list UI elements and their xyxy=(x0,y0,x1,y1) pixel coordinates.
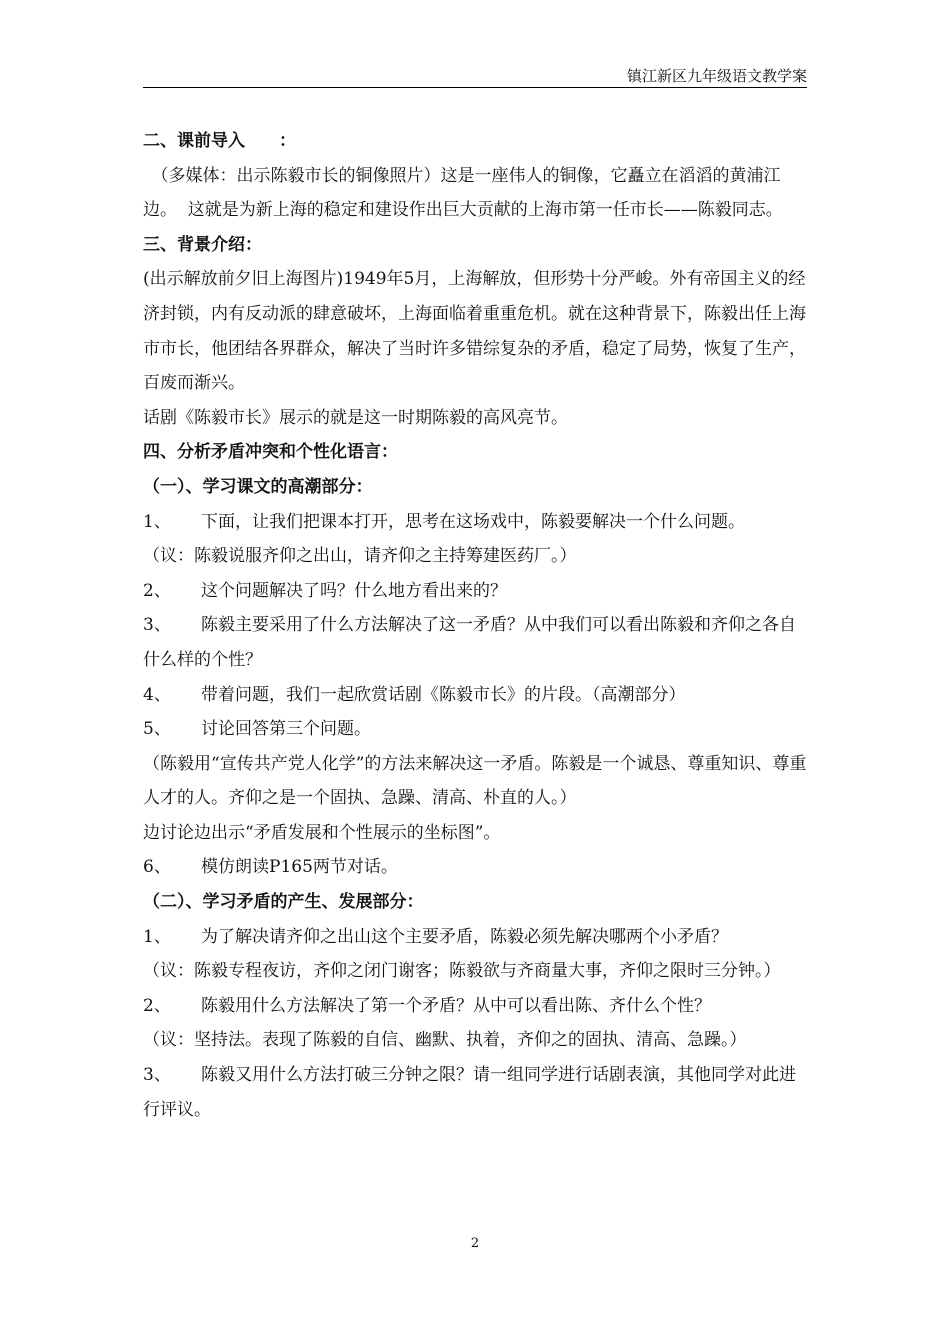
document-body xyxy=(143,124,811,1127)
item-text: 为了解决请齐仰之出山这个主要矛盾，陈毅必须先解决哪两个小矛盾？ xyxy=(201,926,728,947)
list-item xyxy=(143,608,811,677)
background-paragraph: (出示解放前夕旧上海图片)1949年5月，上海解放，但形势十分严峻。外有帝国主义的经济封锁，内有反动派的肆意破坏，上海面临着重重危机。就在这种背景下，陈毅出任上海市市长，他团结各界群众，解决了当时许多错综复杂的矛盾，稳定了局势，恢复了生产，百废而渐兴。 xyxy=(143,269,806,394)
section-heading-intro: 二、课前导入 ： xyxy=(143,131,296,151)
item-text: 这个问题解决了吗？什么地方看出来的？ xyxy=(201,580,507,601)
list-item xyxy=(143,712,811,747)
item-number: 6、 xyxy=(143,857,171,878)
answer-note: （陈毅用“宣传共产党人化学”的方法来解决这一矛盾。陈毅是一个诚恳、尊重知识、尊重人才的人。齐仰之是一个固执、急躁、清高、朴直的人。） xyxy=(143,753,807,809)
item-text: 讨论回答第三个问题。 xyxy=(201,719,371,740)
list-item xyxy=(143,920,811,955)
page-header-title: 镇江新区九年级语文教学案 xyxy=(626,67,807,85)
subsection-heading-part2: （二）、学习矛盾的产生、发展部分： xyxy=(143,892,424,913)
background-paragraph-2: 话剧《陈毅市长》展示的就是这一时期陈毅的高风亮节。 xyxy=(143,407,568,428)
answer-note: （议：陈毅专程夜访，齐仰之闭门谢客；陈毅欲与齐商量大事，齐仰之限时三分钟。） xyxy=(143,961,781,982)
list-item xyxy=(143,678,811,713)
item-text: 陈毅用什么方法解决了第一个矛盾？从中可以看出陈、齐什么个性？ xyxy=(201,995,711,1016)
answer-note: 边讨论边出示“矛盾发展和个性展示的坐标图”。 xyxy=(143,822,501,843)
section-heading-analysis: 四、分析矛盾冲突和个性化语言： xyxy=(143,442,398,463)
header-rule xyxy=(143,87,807,88)
item-number: 4、 xyxy=(143,684,171,705)
item-number: 2、 xyxy=(143,995,171,1016)
item-text: 下面，让我们把课本打开，思考在这场戏中，陈毅要解决一个什么问题。 xyxy=(201,511,745,532)
section-heading-background: 三、背景介绍： xyxy=(143,234,262,255)
subsection-heading-part1: （一）、学习课文的高潮部分： xyxy=(143,476,373,497)
item-number: 3、 xyxy=(143,1065,171,1086)
answer-note: （议：坚持法。表现了陈毅的自信、幽默、执着，齐仰之的固执、清高、急躁。） xyxy=(143,1030,747,1051)
page-number: 2 xyxy=(470,1236,480,1251)
item-number: 1、 xyxy=(143,511,171,532)
item-number: 3、 xyxy=(143,615,171,636)
answer-note: （议：陈毅说服齐仰之出山，请齐仰之主持筹建医药厂。） xyxy=(143,546,577,567)
item-number: 5、 xyxy=(143,719,171,740)
item-text: 陈毅又用什么方法打破三分钟之限？请一组同学进行话剧表演，其他同学对此进行评议。 xyxy=(143,1065,796,1120)
list-item xyxy=(143,574,811,609)
item-number: 2、 xyxy=(143,580,171,601)
item-number: 1、 xyxy=(143,926,171,947)
item-text: 陈毅主要采用了什么方法解决了这一矛盾？从中我们可以看出陈毅和齐仰之各自什么样的个性？ xyxy=(143,615,796,670)
list-item xyxy=(143,989,811,1024)
list-item xyxy=(143,505,811,540)
item-text: 带着问题，我们一起欣赏话剧《陈毅市长》的片段。（高潮部分） xyxy=(201,684,686,705)
item-text: 模仿朗读P165两节对话。 xyxy=(201,857,398,878)
list-item xyxy=(143,850,811,885)
intro-paragraph: （多媒体：出示陈毅市长的铜像照片）这是一座伟人的铜像，它矗立在滔滔的黄浦江边。 这就是为新上海的稳定和建设作出巨大贡献的上海市第一任市长——陈毅同志。 xyxy=(143,165,783,221)
list-item xyxy=(143,1058,811,1127)
